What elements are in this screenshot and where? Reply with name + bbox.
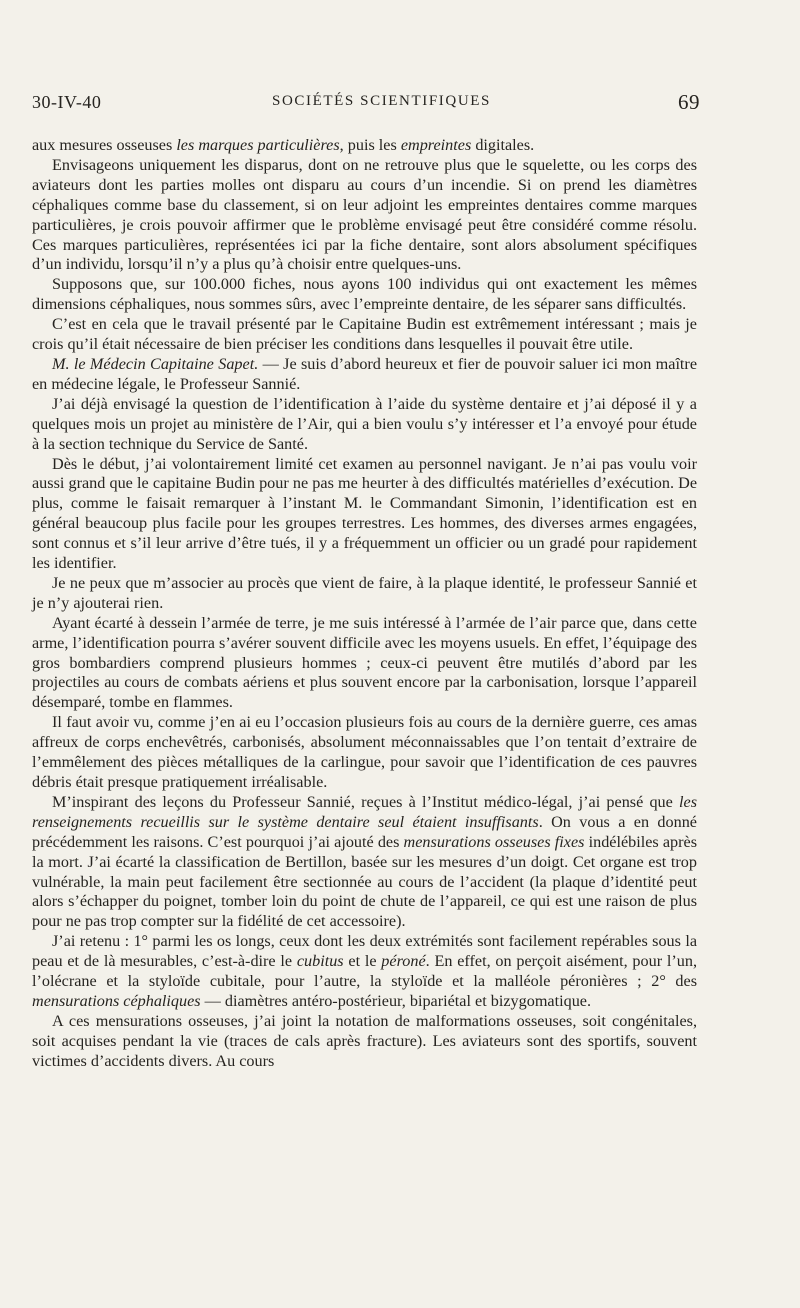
page-number: 69 (678, 90, 700, 114)
paragraph (32, 793, 697, 932)
paragraph (32, 1012, 697, 1072)
text-run: et le (343, 952, 382, 971)
text-run: aux mesures osseuses (32, 136, 177, 154)
text-run: C’est en cela que le travail présenté par le Capitaine Budin est extrêmement intéressant ; mais je crois qu’il était nécessaire de bien préciser les conditions dans lesquelles il pouvait être utile. (32, 315, 697, 354)
text-run: Envisageons uniquement les disparus, dont on ne retrouve plus que le squelette, ou les corps des aviateurs dont les parties molles ont disparu au cours d’un incendie. Si on prend les diamètres céphaliques comme base du classement, si on leur adjoint les empreintes dentaires comme marques particulières, je crois pouvoir affirmer que le problème envisagé peut être considéré comme résolu. Ces marques particulières, représentées ici par la fiche dentaire, sont alors absolument spécifiques d’un individu, lorsqu’il n’y a plus qu’à choisir entre quelques-uns. (32, 155, 697, 274)
text-run: J’ai retenu : 1° parmi les os longs, ceux dont les deux extrémités sont facilement repérables sous la peau et de là mesurables, c’est-à-dire le (32, 932, 697, 971)
paragraph (32, 395, 697, 455)
paragraph (32, 156, 697, 275)
text-run: Je ne peux que m’associer au procès que vient de faire, à la plaque identité, le professeur Sannié et je n’y ajouterai rien. (32, 573, 697, 612)
italic-text: mensurations céphaliques (32, 991, 201, 1010)
body-text (32, 136, 697, 1072)
text-run: — Je suis d’abord heureux et fier de pouvoir saluer ici mon maître en médecine légale, le Professeur Sannié. (32, 354, 698, 393)
text-run: . On vous a en donné précédemment les raisons. C’est pourquoi j’ai ajouté des (32, 812, 697, 851)
text-run: J’ai déjà envisagé la question de l’identification à l’aide du système dentaire et j’ai déposé il y a quelques mois un projet au ministère de l’Air, qui a bien voulu s’y intéresser et l’a envoyé pour étude à la section technique du Service de Santé. (32, 394, 697, 453)
text-run: Ayant écarté à dessein l’armée de terre, je me suis intéressé à l’armée de l’air parce que, dans cette arme, l’identification pourra s’avérer souvent difficile avec les moyens usuels. En effet, l’équipage des gros bombardiers comprend plusieurs hommes ; ceux-ci peuvent être mutilés d’abord par les projectiles au cours de combats aériens et plus souvent encore par la carbonisation, lorsque l’appareil désemparé, tombe en flammes. (32, 613, 697, 712)
text-run: M’inspirant des leçons du Professeur Sannié, reçues à l’Institut médico-légal, j’ai pensé que (52, 792, 680, 811)
text-run: . En effet, on perçoit aisément, pour l’un, l’olécrane et la styloïde cubitale, pour l’autre, la styloïde et la malléole péronières ; 2° des (32, 952, 697, 991)
session-date: 30-IV-40 (32, 92, 102, 112)
paragraph (32, 136, 697, 156)
text-run: , puis les (339, 136, 401, 154)
text-run: digitales. (471, 136, 535, 154)
text-run: Dès le début, j’ai volontairement limité cet examen au personnel navigant. Je n’ai pas voulu voir aussi grand que le capitaine Budin pour ne pas me heurter à des difficultés matérielles d’exécution. De plus, comme le faisait remarquer à l’instant M. le Commandant Simonin, l’identification est en général beaucoup plus facile pour les groupes terrestres. Les hommes, des diverses armes engagées, sont connus et s’il leur arrive d’être tués, il y a fréquemment un officier ou un gradé pour rapidement les identifier. (32, 454, 697, 573)
text-run: Supposons que, sur 100.000 fiches, nous ayons 100 individus qui ont exactement les mêmes dimensions céphaliques, nous sommes sûrs, avec l’empreinte dentaire, de les séparer sans difficultés. (32, 275, 697, 314)
italic-text: mensurations osseuses fixes (403, 832, 585, 851)
paragraph (32, 614, 697, 714)
italic-text: péroné (381, 952, 426, 971)
italic-text: cubitus (296, 952, 344, 971)
section-title: SOCIÉTÉS SCIENTIFIQUES (272, 93, 491, 109)
paragraph (32, 932, 697, 1012)
paragraph (32, 455, 697, 574)
paragraph (32, 713, 697, 793)
text-run: — diamètres antéro-postérieur, bipariétal et bizygomatique. (200, 991, 592, 1010)
italic-text: les renseignements recueillis sur le système dentaire seul étaient insuffisants (32, 792, 697, 831)
paragraph (32, 355, 697, 395)
italic-text: M. le Médecin Capitaine Sapet. (52, 354, 259, 373)
running-head (32, 90, 700, 116)
italic-text: empreintes (400, 136, 472, 154)
italic-text: les marques particulières (176, 136, 340, 154)
paragraph (32, 275, 697, 315)
paragraph (32, 574, 697, 614)
text-run: A ces mensurations osseuses, j’ai joint la notation de malformations osseuses, soit congénitales, soit acquises pendant la vie (traces de cals après fracture). Les aviateurs sont des sportifs, souvent victimes d’accidents divers. Au cours (32, 1011, 697, 1070)
text-run: Il faut avoir vu, comme j’en ai eu l’occasion plusieurs fois au cours de la dernière guerre, ces amas affreux de corps enchevêtrés, carbonisés, absolument méconnaissables que l’on tentait d’extraire de l’emmêlement des pièces métalliques de la carlingue, pour savoir que l’identification de ces pauvres débris était presque pratiquement irréalisable. (32, 713, 697, 791)
text-run: indélébiles après la mort. J’ai écarté la classification de Bertillon, basée sur les mesures d’un doigt. Cet organe est trop vulnérable, la main peut facilement être sectionnée au cours de l’accident (la plaque d’identité peut alors s’échapper du poignet, tomber loin du point de chute de l’appareil, ce qui est une raison de plus pour ne pas trop compter sur la fidélité de cet accessoire). (32, 832, 698, 931)
paragraph (32, 315, 697, 355)
